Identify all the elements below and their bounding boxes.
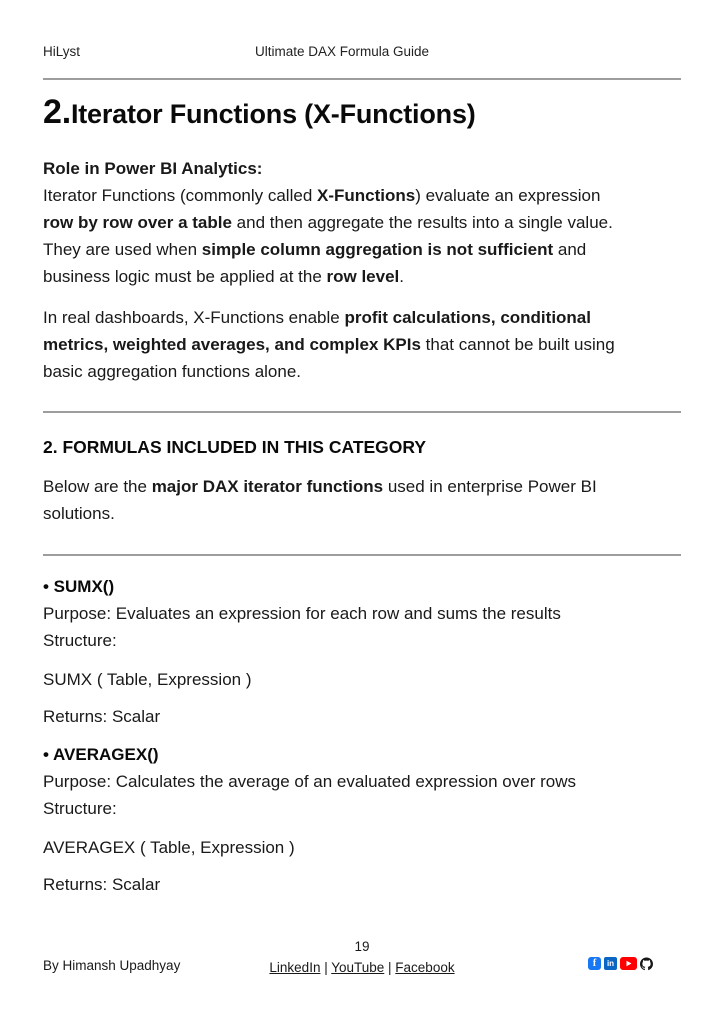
footer-links [43,958,681,977]
section-heading: 2. FORMULAS INCLUDED IN THIS CATEGORY [43,437,427,457]
text: solutions. [43,504,115,523]
section-divider [43,554,681,556]
paragraph [43,473,681,527]
section-number: 2. [43,93,71,131]
bold-text: row by row over a table [43,213,232,232]
text: . [399,267,405,286]
bold-text: Role in Power BI Analytics: [43,159,263,178]
formula-sumx [43,574,681,730]
formula-purpose: Purpose: Calculates the average of an evaluated expression over rows [43,772,576,791]
page-number: 19 [354,939,370,954]
footer-social-icons [588,957,653,970]
formula-name: • AVERAGEX() [43,745,159,764]
formula-purpose: Purpose: Evaluates an expression for each row and sums the results [43,604,561,623]
formula-syntax: AVERAGEX ( Table, Expression ) [43,838,295,857]
text-line [43,209,681,236]
github-icon[interactable] [640,957,653,970]
formula-structure-label: Structure: [43,631,117,650]
text: business logic must be applied at the [43,267,327,286]
page-title [43,92,681,139]
facebook-icon[interactable]: f [588,957,601,970]
formula-returns: Returns: Scalar [43,707,161,726]
brand-name: HiLyst [43,44,81,59]
bold-text: metrics, weighted averages, and complex KPIs [43,335,421,354]
bold-text: major DAX iterator functions [151,477,384,496]
footer-center [43,938,681,977]
bold-text: X-Functions [317,186,416,205]
paragraph [43,155,681,290]
text-line [43,155,681,182]
text: Iterator Functions (commonly called [43,186,317,205]
text-line [43,500,681,527]
text-line [43,263,681,290]
formula-syntax: SUMX ( Table, Expression ) [43,670,252,689]
text: basic aggregation functions alone. [43,362,302,381]
formula-structure-label: Structure: [43,799,117,818]
author-credit: By Himansh Upadhyay [43,958,181,973]
link-separator: | [384,960,396,975]
text-line [43,473,681,500]
bold-text: profit calculations, conditional [344,308,591,327]
text-line [43,358,681,385]
bold-text: row level [326,267,400,286]
document-header-title: Ultimate DAX Formula Guide [254,44,430,59]
document-body [43,155,681,898]
page-footer [43,938,681,982]
page-header [43,44,681,62]
section-divider [43,411,681,413]
text: that cannot be built using [420,335,615,354]
text: Below are the [43,477,152,496]
text: used in enterprise Power BI [383,477,597,496]
link-separator: | [320,960,332,975]
text-line [43,331,681,358]
footer-link-youtube[interactable]: YouTube [331,960,385,975]
formula-name: • SUMX() [43,577,115,596]
linkedin-icon[interactable]: in [604,957,617,970]
text-line [43,182,681,209]
youtube-icon[interactable] [620,957,637,970]
text: In real dashboards, X-Functions enable [43,308,345,327]
bold-text: simple column aggregation is not sufficient [201,240,554,259]
text-line [43,236,681,263]
footer-link-facebook[interactable]: Facebook [395,960,455,975]
formula-returns: Returns: Scalar [43,875,161,894]
text: and then aggregate the results into a single value. [231,213,613,232]
text: They are used when [43,240,202,259]
text: and [553,240,587,259]
section-title-text: Iterator Functions (X-Functions) [70,99,476,129]
text-line [43,304,681,331]
formula-averagex [43,742,681,898]
footer-link-linkedin[interactable]: LinkedIn [269,960,321,975]
text: ) evaluate an expression [415,186,601,205]
header-divider [43,78,681,80]
paragraph [43,304,681,385]
